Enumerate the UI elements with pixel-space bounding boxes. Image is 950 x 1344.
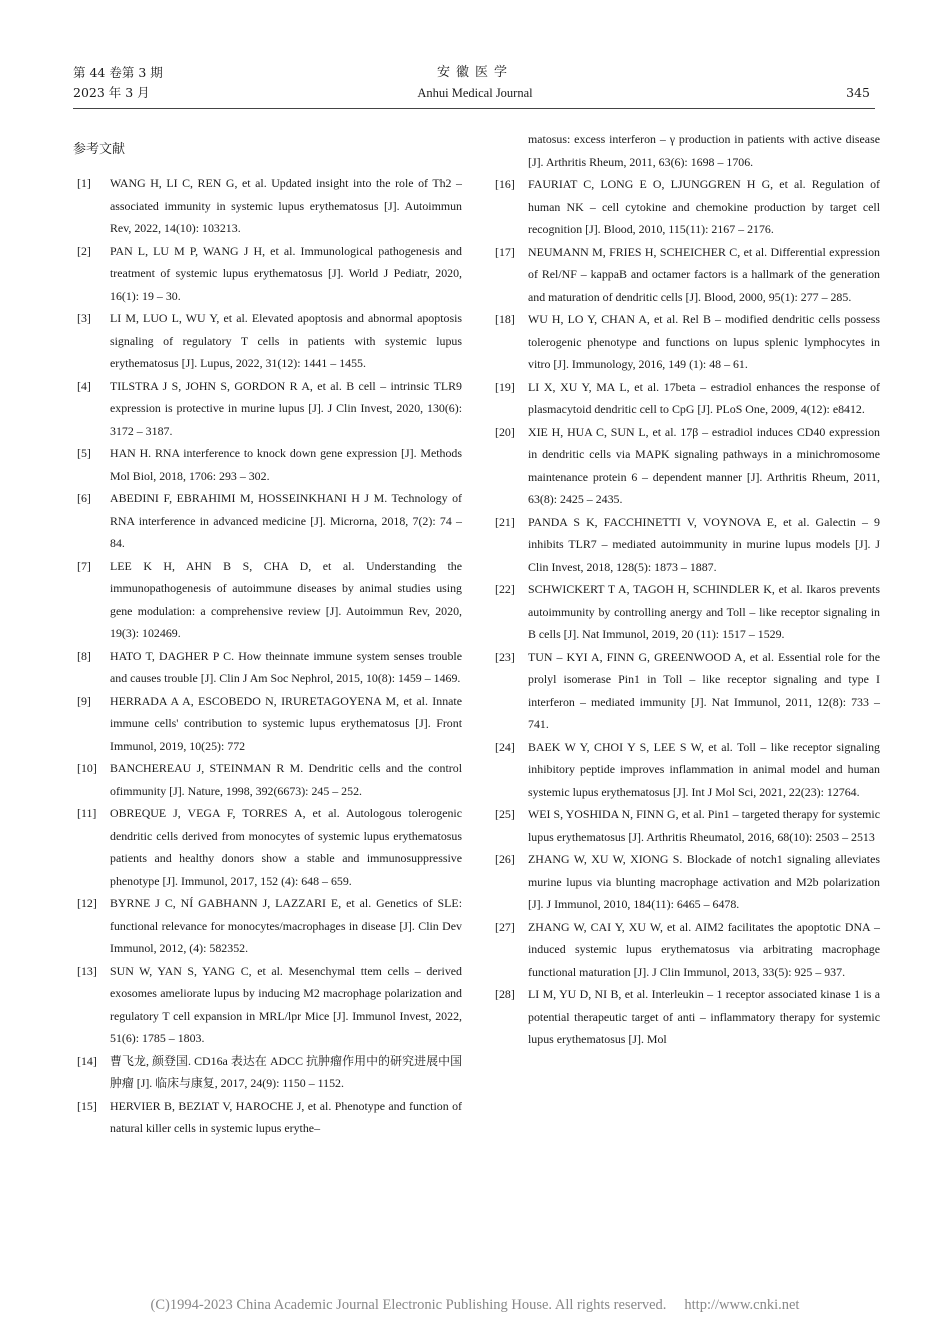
reference-text: XIE H, HUA C, SUN L, et al. 17β – estradiol induces CD40 expression in dendritic cells via MAPK signaling pathways in a minichromosome maintenance protein 6 – dependent manner [J]. Arthritis Rheum, 2011, 63(8): 2425 – 2435. xyxy=(528,424,880,506)
reference-text: WU H, LO Y, CHAN A, et al. Rel B – modified dendritic cells possess tolerogenic phenotype and functions on lupus splenic lymphocytes in vitro [J]. Immunology, 2016, 149 (1): 48 – 61. xyxy=(528,312,880,371)
reference-number: [8] xyxy=(77,648,91,663)
reference-item xyxy=(77,645,462,690)
reference-item xyxy=(495,511,880,579)
reference-text: HAN H. RNA interference to knock down gene expression [J]. Methods Mol Biol, 2018, 1706: 293 – 302. xyxy=(110,446,462,483)
reference-item xyxy=(77,442,462,487)
reference-text: WEI S, YOSHIDA N, FINN G, et al. Pin1 – targeted therapy for systemic lupus erythematosus [J]. Arthritis Rheumatol, 2016, 68(10): 2503 – 2513 xyxy=(528,807,880,844)
reference-item xyxy=(77,172,462,240)
reference-item xyxy=(495,983,880,1051)
reference-text: LI X, XU Y, MA L, et al. 17beta – estradiol enhances the response of plasmacytoid dendritic cell to CpG [J]. PLoS One, 2009, 4(12): e8412. xyxy=(528,379,880,416)
reference-continuation: matosus: excess interferon – γ production in patients with active disease [J]. Arthritis Rheum, 2011, 63(6): 1698 – 1706. xyxy=(528,132,880,169)
reference-number: [10] xyxy=(77,761,97,775)
reference-text: LI M, LUO L, WU Y, et al. Elevated apoptosis and abnormal apoptosis signaling of regulatory T cells in patients with systemic lupus erythematosus [J]. Lupus, 2022, 31(12): 1441 – 1455. xyxy=(110,311,462,370)
journal-title-en: Anhui Medical Journal xyxy=(417,86,533,100)
reference-text: ZHANG W, CAI Y, XU W, et al. AIM2 facilitates the apoptotic DNA – induced systemic lupus erythematosus via arbitrating macrophage functional maturation [J]. J Clin Immunol, 2013, 33(5): 925 – 937. xyxy=(528,919,880,979)
reference-number: [21] xyxy=(495,514,515,529)
reference-number: [3] xyxy=(77,311,91,325)
references-right-column xyxy=(495,128,880,1051)
reference-number: [12] xyxy=(77,896,97,910)
reference-number: [19] xyxy=(495,379,515,394)
reference-number: [23] xyxy=(495,649,515,664)
reference-number: [16] xyxy=(495,177,515,191)
reference-item xyxy=(495,578,880,646)
reference-number: [24] xyxy=(495,739,515,754)
reference-item xyxy=(495,421,880,511)
journal-title-block xyxy=(0,63,950,103)
reference-number: [14] xyxy=(77,1053,97,1068)
reference-number: [5] xyxy=(77,446,91,460)
reference-text: TUN – KYI A, FINN G, GREENWOOD A, et al. Essential role for the prolyl isomerase Pin1 in Toll – like receptor signaling and type I interferon – mediated immunity [J]. Nat Immunol, 2011, 12(8): 733 – 741. xyxy=(528,649,880,731)
reference-item xyxy=(77,802,462,892)
journal-title-cn: 安徽医学 xyxy=(436,65,513,80)
reference-text: HERRADA A A, ESCOBEDO N, IRURETAGOYENA M, et al. Innate immune cells' contribution to systemic lupus erythematosus [J]. Front Immunol, 2019, 10(25): 772 xyxy=(110,693,462,753)
reference-text: PAN L, LU M P, WANG J H, et al. Immunological pathogenesis and treatment of systemic lupus erythematosus [J]. World J Pediatr, 2020, 16(1): 19 – 30. xyxy=(110,243,462,303)
reference-item xyxy=(77,555,462,645)
reference-item xyxy=(495,376,880,421)
reference-number: [27] xyxy=(495,919,515,934)
reference-text: ABEDINI F, EBRAHIMI M, HOSSEINKHANI H J M. Technology of RNA interference in advanced medicine [J]. Microrna, 2018, 7(2): 74 – 84. xyxy=(110,491,462,550)
reference-number: [7] xyxy=(77,558,91,573)
reference-item xyxy=(77,307,462,375)
reference-text: BYRNE J C, NÍ GABHANN J, LAZZARI E, et al. Genetics of SLE: functional relevance for monocytes/macrophages in disease [J]. Clin Dev Immunol, 2012, (4): 582352. xyxy=(110,896,462,955)
references-heading: 参考文献 xyxy=(73,142,126,157)
reference-text: BAEK W Y, CHOI Y S, LEE S W, et al. Toll – like receptor signaling inhibitory peptide improves inflammation in animal model and human systemic lupus erythematosus [J]. Int J Mol Sci, 2021, 22(23): 12764. xyxy=(528,739,880,799)
reference-number: [25] xyxy=(495,807,515,821)
reference-item xyxy=(495,803,880,848)
reference-text: BANCHEREAU J, STEINMAN R M. Dendritic cells and the control ofimmunity [J]. Nature, 1998, 392(6673): 245 – 252. xyxy=(110,761,462,798)
reference-item xyxy=(77,1095,462,1140)
references-left-column xyxy=(77,172,462,1140)
reference-number: [6] xyxy=(77,491,91,505)
reference-number: [13] xyxy=(77,963,97,978)
reference-text: SCHWICKERT T A, TAGOH H, SCHINDLER K, et al. Ikaros prevents autoimmunity by controlling anergy and Toll – like receptor signaling in B cells [J]. Nat Immunol, 2019, 20 (11): 1517 – 1529. xyxy=(528,582,880,641)
reference-item xyxy=(77,757,462,802)
reference-number: [11] xyxy=(77,806,97,820)
reference-item xyxy=(495,646,880,736)
reference-number: [22] xyxy=(495,582,515,596)
page-number: 345 xyxy=(846,85,870,100)
reference-number: [17] xyxy=(495,244,515,259)
reference-text: PANDA S K, FACCHINETTI V, VOYNOVA E, et al. Galectin – 9 inhibits TLR7 – mediated autoimmunity in murine lupus models [J]. J Clin Invest, 2018, 128(5): 1873 – 1887. xyxy=(528,514,880,574)
reference-item xyxy=(77,240,462,308)
reference-item xyxy=(495,848,880,916)
copyright-text: (C)1994-2023 China Academic Journal Electronic Publishing House. All rights reserved. xyxy=(150,1297,667,1313)
reference-item xyxy=(495,736,880,804)
reference-text: 曹飞龙, 颜登国. CD16a 表达在 ADCC 抗肿瘤作用中的研究进展中国肿瘤 [J]. 临床与康复, 2017, 24(9): 1150 – 1152. xyxy=(110,1053,462,1090)
reference-item xyxy=(77,960,462,1050)
reference-number: [15] xyxy=(77,1098,97,1113)
volume-label: 第 44 卷第 3 期 xyxy=(73,65,163,80)
reference-text: HERVIER B, BEZIAT V, HAROCHE J, et al. Phenotype and function of natural killer cells in systemic lupus erythe– xyxy=(110,1098,462,1135)
reference-number: [28] xyxy=(495,987,515,1001)
reference-text: WANG H, LI C, REN G, et al. Updated insight into the role of Th2 – associated immunity in systemic lupus erythematosus [J]. Autoimmun Rev, 2022, 14(10): 103213. xyxy=(110,176,462,235)
issue-date: 2023 年 3 月 xyxy=(73,85,150,100)
reference-item xyxy=(495,916,880,984)
reference-number: [26] xyxy=(495,852,515,866)
reference-text: ZHANG W, XU W, XIONG S. Blockade of notch1 signaling alleviates murine lupus via blunting macrophage activation and M2b polarization [J]. J Immunol, 2010, 184(11): 6465 – 6478. xyxy=(528,852,880,911)
reference-number: [18] xyxy=(495,312,515,326)
reference-item xyxy=(495,308,880,376)
reference-item xyxy=(77,892,462,960)
reference-text: OBREQUE J, VEGA F, TORRES A, et al. Autologous tolerogenic dendritic cells derived from monocytes of systemic lupus erythematosus patients and healthy donors show a stable and immunosuppressive phenotype [J]. Immunol, 2017, 152 (4): 648 – 659. xyxy=(110,806,462,888)
reference-number: [20] xyxy=(495,424,515,439)
reference-number: [9] xyxy=(77,693,91,708)
reference-text: TILSTRA J S, JOHN S, GORDON R A, et al. B cell – intrinsic TLR9 expression is protective in murine lupus [J]. J Clin Invest, 2020, 130(6): 3172 – 3187. xyxy=(110,378,462,438)
reference-item xyxy=(77,487,462,555)
cnki-url[interactable]: http://www.cnki.net xyxy=(684,1297,800,1313)
reference-number: [2] xyxy=(77,243,91,258)
reference-item xyxy=(495,241,880,309)
reference-number: [4] xyxy=(77,378,91,393)
reference-text: FAURIAT C, LONG E O, LJUNGGREN H G, et al. Regulation of human NK – cell cytokine and chemokine production by target cell recognition [J]. Blood, 2010, 115(11): 2167 – 2176. xyxy=(528,177,880,236)
reference-item xyxy=(77,690,462,758)
reference-text: NEUMANN M, FRIES H, SCHEICHER C, et al. Differential expression of Rel/NF – kappaB and octamer factors is a hallmark of the generation and maturation of dendritic cells [J]. Blood, 2000, 95(1): 277 – 285. xyxy=(528,244,880,304)
copyright-footer xyxy=(0,1297,950,1314)
reference-item xyxy=(77,375,462,443)
reference-text: HATO T, DAGHER P C. How theinnate immune system senses trouble and causes trouble [J]. Clin J Am Soc Nephrol, 2015, 10(8): 1459 – 1469. xyxy=(110,648,462,685)
reference-number: [1] xyxy=(77,176,91,190)
header-divider xyxy=(73,108,875,109)
reference-text: LI M, YU D, NI B, et al. Interleukin – 1 receptor associated kinase 1 is a potential therapeutic target of anti – inflammatory therapy for systemic lupus erythematosus [J]. Mol xyxy=(528,987,880,1046)
reference-item xyxy=(77,1050,462,1095)
reference-text: LEE K H, AHN B S, CHA D, et al. Understanding the immunopathogenesis of autoimmune diseases by animal studies using gene modulation: a comprehensive review [J]. Autoimmun Rev, 2020, 19(3): 102469. xyxy=(110,558,462,640)
reference-item xyxy=(495,173,880,241)
reference-text: SUN W, YAN S, YANG C, et al. Mesenchymal ttem cells – derived exosomes ameliorate lupus by inducing M2 macrophage polarization and regulatory T cell expansion in MRL/lpr Mice [J]. Immunol Invest, 2022, 51(6): 1785 – 1803. xyxy=(110,963,462,1045)
